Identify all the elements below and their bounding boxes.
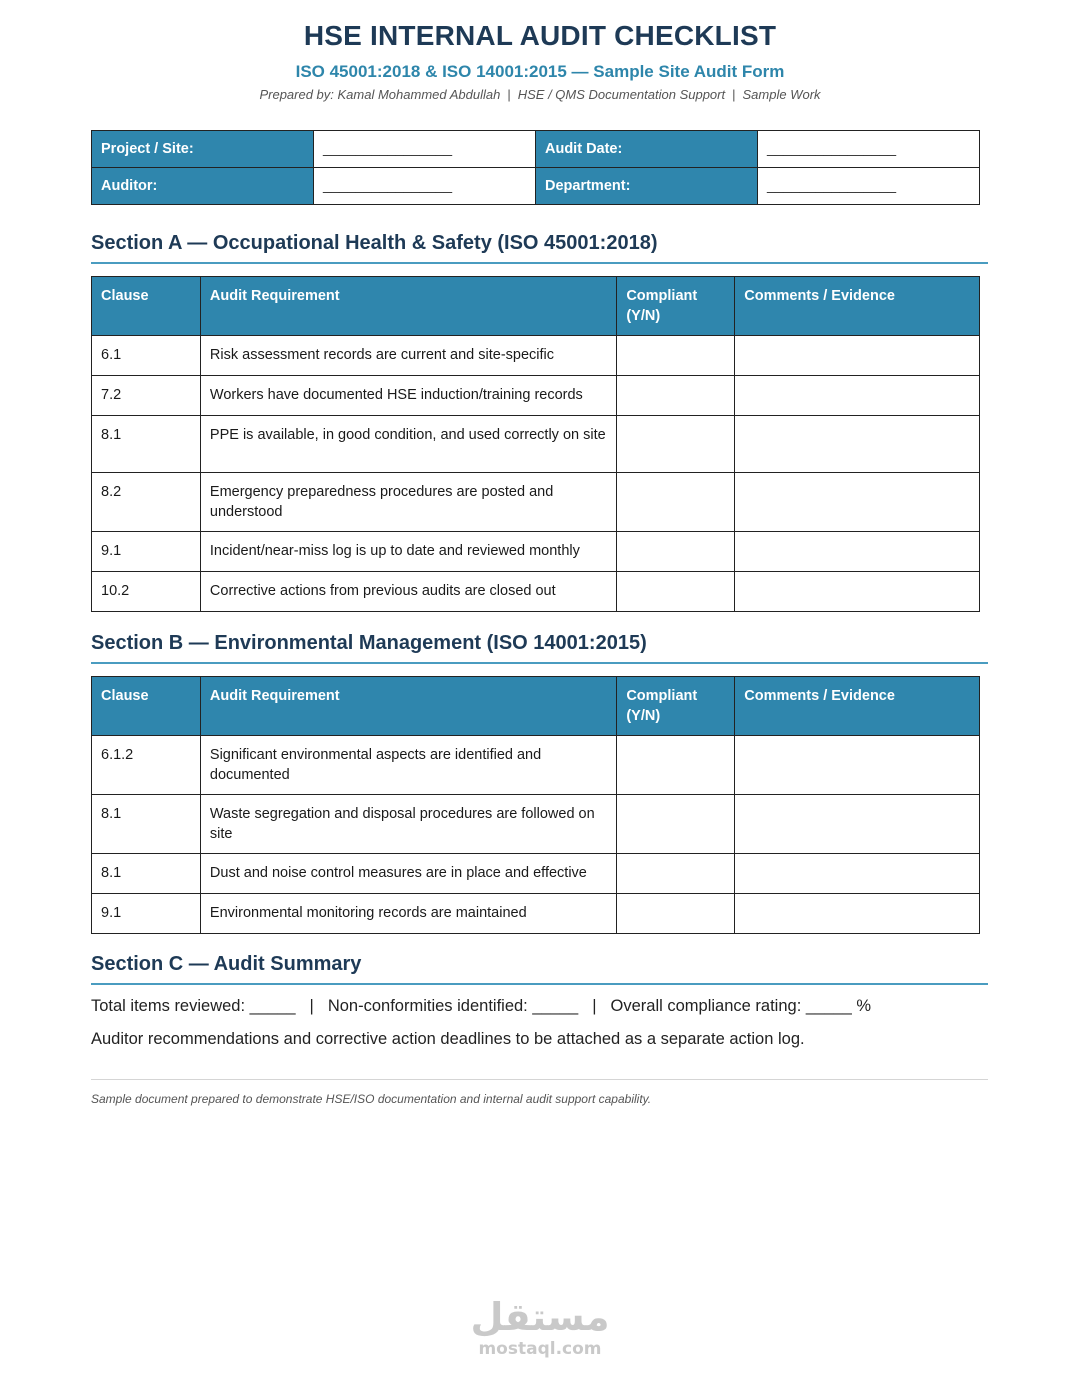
compliant-cell[interactable] (617, 376, 735, 416)
section-a-heading: Section A — Occupational Health & Safety (ISO 45001:2018) (91, 232, 988, 264)
compliant-header: Compliant (Y/N) (617, 677, 735, 736)
page-title: HSE INTERNAL AUDIT CHECKLIST (303, 20, 777, 51)
compliant-cell[interactable] (617, 894, 735, 934)
clause-cell: 6.1 (92, 336, 201, 376)
table-row (92, 473, 980, 532)
prepared-by: Prepared by: Kamal Mohammed Abdullah (259, 87, 501, 102)
compliance-rating-field[interactable]: Overall compliance rating: _____ % (610, 997, 872, 1015)
project-site-field[interactable]: ________________ (314, 131, 536, 168)
compliant-cell[interactable] (617, 854, 735, 894)
table-row (92, 572, 980, 612)
table-row (92, 376, 980, 416)
table-header-row (92, 677, 980, 736)
clause-cell: 10.2 (92, 572, 201, 612)
clause-header: Clause (92, 277, 201, 336)
audit-date-label: Audit Date: (536, 131, 758, 168)
comments-cell[interactable] (735, 572, 980, 612)
table-header-row (92, 277, 980, 336)
page-subtitle: ISO 45001:2018 & ISO 14001:2015 — Sample Site Audit Form (295, 62, 785, 81)
footer-divider (91, 1079, 988, 1080)
table-row (92, 894, 980, 934)
summary-note: Auditor recommendations and corrective action deadlines to be attached as a separate action log. (91, 1030, 805, 1048)
table-row (92, 532, 980, 572)
clause-cell: 8.1 (92, 854, 201, 894)
audit-date-field[interactable]: ________________ (758, 131, 980, 168)
clause-cell: 8.2 (92, 473, 201, 532)
requirement-cell: Dust and noise control measures are in place and effective (200, 854, 616, 894)
audit-info-table (91, 130, 980, 205)
section-a-table (91, 276, 980, 612)
comments-cell[interactable] (735, 416, 980, 473)
requirement-cell: Environmental monitoring records are maintained (200, 894, 616, 934)
clause-cell: 9.1 (92, 532, 201, 572)
requirement-header: Audit Requirement (200, 277, 616, 336)
compliant-cell[interactable] (617, 795, 735, 854)
separator: | (309, 997, 314, 1015)
requirement-cell: Corrective actions from previous audits are closed out (200, 572, 616, 612)
separator: | (507, 87, 511, 102)
compliant-cell[interactable] (617, 532, 735, 572)
comments-cell[interactable] (735, 376, 980, 416)
clause-header: Clause (92, 677, 201, 736)
clause-cell: 8.1 (92, 416, 201, 473)
requirement-cell: PPE is available, in good condition, and used correctly on site (200, 416, 616, 473)
watermark (440, 1295, 640, 1359)
table-row (92, 854, 980, 894)
auditor-field[interactable]: ________________ (314, 168, 536, 205)
table-row (92, 336, 980, 376)
compliant-header: Compliant (Y/N) (617, 277, 735, 336)
requirement-cell: Incident/near-miss log is up to date and reviewed monthly (200, 532, 616, 572)
compliant-cell[interactable] (617, 416, 735, 473)
requirement-cell: Workers have documented HSE induction/training records (200, 376, 616, 416)
comments-cell[interactable] (735, 795, 980, 854)
requirement-cell: Waste segregation and disposal procedures are followed on site (200, 795, 616, 854)
comments-cell[interactable] (735, 336, 980, 376)
audit-summary-line (91, 997, 871, 1016)
section-b-table (91, 676, 980, 934)
compliant-cell[interactable] (617, 336, 735, 376)
compliant-cell[interactable] (617, 736, 735, 795)
requirement-cell: Emergency preparedness procedures are posted and understood (200, 473, 616, 532)
sample-work-text: Sample Work (742, 87, 821, 102)
footer-note: Sample document prepared to demonstrate HSE/ISO documentation and internal audit support capability. (91, 1092, 652, 1106)
compliant-cell[interactable] (617, 572, 735, 612)
nonconformities-field[interactable]: Non-conformities identified: _____ (327, 997, 579, 1015)
clause-cell: 9.1 (92, 894, 201, 934)
clause-cell: 7.2 (92, 376, 201, 416)
auditor-label: Auditor: (92, 168, 314, 205)
department-label: Department: (536, 168, 758, 205)
table-row (92, 416, 980, 473)
project-site-label: Project / Site: (92, 131, 314, 168)
table-row (92, 795, 980, 854)
comments-cell[interactable] (735, 532, 980, 572)
comments-cell[interactable] (735, 473, 980, 532)
comments-cell[interactable] (735, 894, 980, 934)
comments-header: Comments / Evidence (735, 677, 980, 736)
section-b-heading: Section B — Environmental Management (ISO 14001:2015) (91, 632, 988, 664)
comments-header: Comments / Evidence (735, 277, 980, 336)
requirement-header: Audit Requirement (200, 677, 616, 736)
requirement-cell: Significant environmental aspects are identified and documented (200, 736, 616, 795)
clause-cell: 6.1.2 (92, 736, 201, 795)
compliant-cell[interactable] (617, 473, 735, 532)
support-text: HSE / QMS Documentation Support (517, 87, 726, 102)
watermark-logo-latin: mostaql.com (478, 1339, 602, 1359)
watermark-logo-arabic: مستقل (470, 1295, 610, 1339)
section-c-heading: Section C — Audit Summary (91, 953, 988, 985)
separator: | (732, 87, 736, 102)
comments-cell[interactable] (735, 854, 980, 894)
total-items-field[interactable]: Total items reviewed: _____ (91, 997, 296, 1015)
requirement-cell: Risk assessment records are current and site-specific (200, 336, 616, 376)
separator: | (592, 997, 597, 1015)
clause-cell: 8.1 (92, 795, 201, 854)
table-row (92, 736, 980, 795)
prepared-by-line (0, 87, 1080, 102)
department-field[interactable]: ________________ (758, 168, 980, 205)
comments-cell[interactable] (735, 736, 980, 795)
